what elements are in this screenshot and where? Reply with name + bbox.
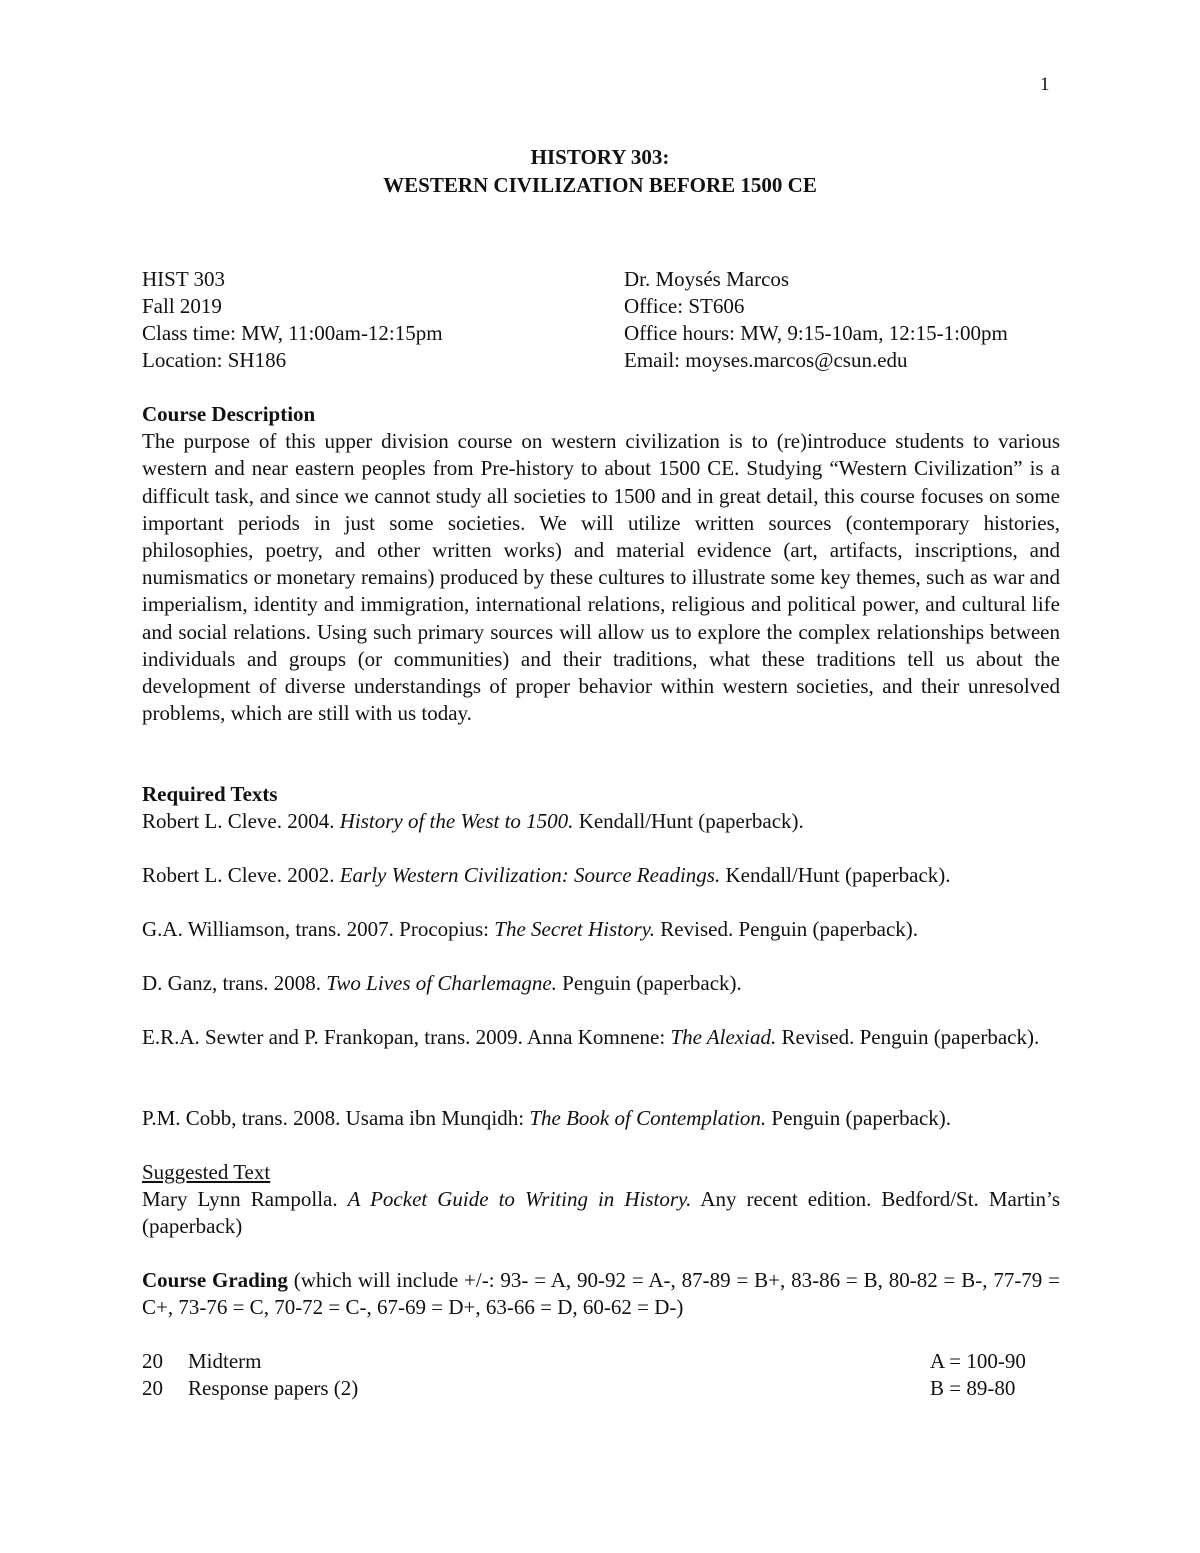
course-title: HISTORY 303: xyxy=(530,145,670,169)
ref-title: The Alexiad. xyxy=(670,1025,777,1049)
ref-author: P.M. Cobb, trans. 2008. Usama ibn Munqidh: xyxy=(142,1106,530,1130)
ref-title: A Pocket Guide to Writing in History. xyxy=(347,1187,692,1211)
ref-publisher: Kendall/Hunt (paperback). xyxy=(573,809,804,833)
required-text-item xyxy=(142,1024,1060,1051)
suggested-text-item xyxy=(142,1186,1060,1240)
course-grading-heading: Course Grading xyxy=(142,1268,288,1292)
course-code: HIST 303 xyxy=(142,267,226,291)
grade-component-label: Response papers (2) xyxy=(188,1376,359,1400)
suggested-text-heading: Suggested Text xyxy=(142,1160,271,1184)
instructor-office: Office: ST606 xyxy=(624,294,745,318)
required-texts-heading-block xyxy=(142,781,1060,808)
office-hours: Office hours: MW, 9:15-10am, 12:15-1:00pm xyxy=(624,321,1008,345)
course-description-heading: Course Description xyxy=(142,402,316,426)
course-term: Fall 2019 xyxy=(142,294,222,318)
required-text-item xyxy=(142,862,1060,889)
required-texts-heading: Required Texts xyxy=(142,782,278,806)
ref-publisher: Any recent edition. Bedford/St. Martin’s (paperback) xyxy=(142,1187,1060,1238)
required-text-item xyxy=(142,970,1060,997)
grade-scale-entry: B = 89-80 xyxy=(930,1376,1016,1400)
course-subtitle: WESTERN CIVILIZATION BEFORE 1500 CE xyxy=(383,173,817,197)
grade-points: 20 xyxy=(142,1349,163,1373)
required-text-item xyxy=(142,808,1060,835)
page-number: 1 xyxy=(1040,74,1050,95)
grade-component-row xyxy=(142,1348,1060,1375)
grade-component-row xyxy=(142,1375,1060,1402)
grade-scale-entry: A = 100-90 xyxy=(930,1349,1026,1373)
class-time: Class time: MW, 11:00am-12:15pm xyxy=(142,321,443,345)
instructor-email[interactable]: Email: moyses.marcos@csun.edu xyxy=(624,348,908,372)
suggested-text-section xyxy=(142,1159,1060,1240)
course-description-section xyxy=(142,401,1060,727)
course-info-block xyxy=(142,266,443,374)
course-grading-section xyxy=(142,1267,1060,1321)
ref-publisher: Kendall/Hunt (paperback). xyxy=(720,863,951,887)
ref-author: G.A. Williamson, trans. 2007. Procopius: xyxy=(142,917,495,941)
ref-title: History of the West to 1500. xyxy=(339,809,574,833)
ref-publisher: Revised. Penguin (paperback). xyxy=(655,917,919,941)
ref-title: Two Lives of Charlemagne. xyxy=(326,971,557,995)
ref-author: Mary Lynn Rampolla. xyxy=(142,1187,348,1211)
grading-scale-text: (which will include +/-: 93- = A, 90-92 = A-, 87-89 = B+, 83-86 = B, 80-82 = B-, 77-79 = C+, 73-76 = C, 70-72 = C-, 67-69 = D+, 63-66 = D, 60-62 = D-) xyxy=(142,1268,1060,1319)
ref-author: D. Ganz, trans. 2008. xyxy=(142,971,327,995)
instructor-info-block xyxy=(624,266,1008,374)
ref-author: Robert L. Cleve. 2004. xyxy=(142,809,340,833)
required-text-item xyxy=(142,1105,1060,1132)
required-text-item xyxy=(142,916,1060,943)
ref-author: E.R.A. Sewter and P. Frankopan, trans. 2009. Anna Komnene: xyxy=(142,1025,671,1049)
grade-points: 20 xyxy=(142,1376,163,1400)
ref-title: The Book of Contemplation. xyxy=(529,1106,767,1130)
ref-publisher: Revised. Penguin (paperback). xyxy=(776,1025,1040,1049)
grade-component-label: Midterm xyxy=(188,1349,262,1373)
ref-title: The Secret History. xyxy=(494,917,656,941)
ref-publisher: Penguin (paperback). xyxy=(556,971,742,995)
ref-publisher: Penguin (paperback). xyxy=(766,1106,952,1130)
instructor-name: Dr. Moysés Marcos xyxy=(624,267,790,291)
class-location: Location: SH186 xyxy=(142,348,287,372)
ref-author: Robert L. Cleve. 2002. xyxy=(142,863,340,887)
ref-title: Early Western Civilization: Source Readings. xyxy=(339,863,721,887)
course-description-text: The purpose of this upper division course on western civilization is to (re)introduce students to various western and near eastern peoples from Pre-history to about 1500 CE. Studying “Western Civilization” is a difficult task, and since we cannot study all societies to 1500 and in great detail, this course focuses on some important periods in just some societies. We will utilize written sources (contemporary histories, philosophies, poetry, and other written works) and material evidence (art, artifacts, inscriptions, and numismatics or monetary remains) produced by these cultures to illustrate some key themes, such as war and imperialism, identity and immigration, international relations, religious and political power, and cultural life and social relations. Using such primary sources will allow us to explore the complex relationships between individuals and groups (or communities) and their traditions, what these traditions tell us about the development of diverse understandings of proper behavior within western societies, and their unresolved problems, which are still with us today. xyxy=(142,429,1060,726)
